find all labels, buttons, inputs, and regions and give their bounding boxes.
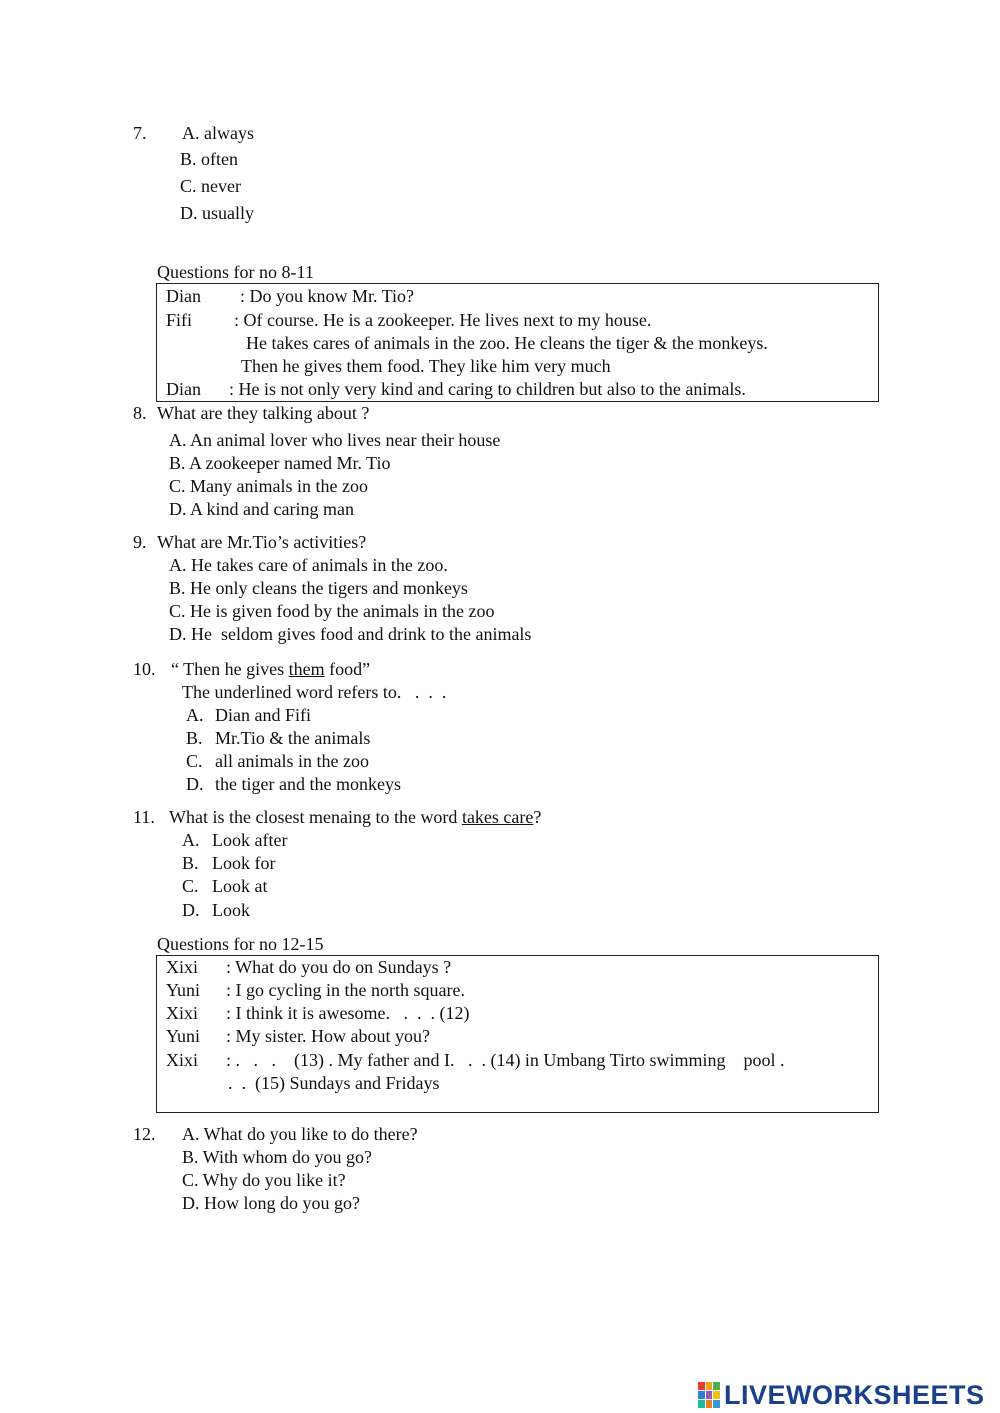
passage2-line-1: : What do you do on Sundays ? (226, 957, 452, 977)
q9-question: What are Mr.Tio’s activities? (157, 532, 367, 552)
passage2-speaker-3: Xixi (166, 1003, 199, 1023)
q10-number: 10. (133, 659, 156, 679)
q11-letter-c: C. (182, 876, 199, 896)
passage2-line-2: : I go cycling in the north square. (226, 980, 465, 1000)
q10-letter-a: A. (186, 705, 204, 725)
passage2-line-5: : . . . (13) . My father and I. . . (14) in Umbang Tirto swimming pool . (226, 1050, 785, 1070)
q11-option-b[interactable]: Look for (212, 853, 276, 873)
q11-option-d[interactable]: Look (212, 900, 250, 920)
passage1-speaker-5: Dian (166, 379, 201, 399)
logo-mark-icon (698, 1382, 720, 1408)
passage2-line-3: : I think it is awesome. . . . (12) (226, 1003, 470, 1023)
q12-number: 12. (133, 1124, 156, 1144)
logo-tile (706, 1382, 713, 1390)
logo-tile (698, 1382, 705, 1390)
q11-number: 11. (133, 807, 155, 827)
logo-tile (713, 1400, 720, 1408)
logo-text: LIVEWORKSHEETS (724, 1379, 985, 1410)
q10-letter-b: B. (186, 728, 203, 748)
q9-option-d[interactable]: D. He seldom gives food and drink to the animals (169, 624, 532, 644)
q10-quote-pre: “ Then he gives (171, 659, 289, 679)
q10-letter-c: C. (186, 751, 203, 771)
logo-tile (713, 1391, 720, 1399)
logo-tile (706, 1400, 713, 1408)
logo-tile (706, 1391, 713, 1399)
q10-option-d[interactable]: the tiger and the monkeys (215, 774, 401, 794)
q10-quote (171, 659, 370, 679)
passage1-heading: Questions for no 8-11 (157, 262, 314, 282)
passage1-line-1: : Do you know Mr. Tio? (240, 286, 415, 306)
passage1-speaker-2: Fifi (166, 310, 193, 330)
logo-tile (713, 1382, 720, 1390)
passage2-speaker-1: Xixi (166, 957, 199, 977)
passage2-speaker-5: Xixi (166, 1050, 199, 1070)
q11-option-c[interactable]: Look at (212, 876, 268, 896)
q10-option-c[interactable]: all animals in the zoo (215, 751, 369, 771)
q11-question (169, 807, 541, 827)
q12-option-d[interactable]: D. How long do you go? (182, 1193, 360, 1213)
q11-question-post: ? (533, 807, 542, 827)
passage1-line-3: He takes cares of animals in the zoo. He cleans the tiger & the monkeys. (246, 333, 768, 353)
q7-number: 7. (133, 123, 147, 143)
q8-option-a[interactable]: A. An animal lover who lives near their house (169, 430, 501, 450)
passage2-speaker-2: Yuni (166, 980, 201, 1000)
q7-option-d[interactable]: D. usually (180, 203, 254, 223)
q8-option-d[interactable]: D. A kind and caring man (169, 499, 354, 519)
q12-option-b[interactable]: B. With whom do you go? (182, 1147, 372, 1167)
q12-option-c[interactable]: C. Why do you like it? (182, 1170, 346, 1190)
passage2-heading: Questions for no 12-15 (157, 934, 324, 954)
q12-option-a[interactable]: A. What do you like to do there? (182, 1124, 418, 1144)
q11-letter-d: D. (182, 900, 200, 920)
q8-question: What are they talking about ? (157, 403, 370, 423)
passage2-line-4: : My sister. How about you? (226, 1026, 430, 1046)
q8-option-b[interactable]: B. A zookeeper named Mr. Tio (169, 453, 391, 473)
q11-question-pre: What is the closest menaing to the word (169, 807, 462, 827)
q10-option-b[interactable]: Mr.Tio & the animals (215, 728, 371, 748)
q11-option-a[interactable]: Look after (212, 830, 288, 850)
q9-option-b[interactable]: B. He only cleans the tigers and monkeys (169, 578, 468, 598)
logo-tile (698, 1391, 705, 1399)
passage2-line-6: . . (15) Sundays and Fridays (228, 1073, 440, 1093)
logo-tile (698, 1400, 705, 1408)
passage1-line-5: : He is not only very kind and caring to children but also to the animals. (229, 379, 746, 399)
q7-option-b[interactable]: B. often (180, 149, 238, 169)
q11-letter-a: A. (182, 830, 200, 850)
q8-number: 8. (133, 403, 147, 423)
q8-option-c[interactable]: C. Many animals in the zoo (169, 476, 368, 496)
passage1-line-4: Then he gives them food. They like him very much (241, 356, 611, 376)
q7-option-c[interactable]: C. never (180, 176, 241, 196)
q9-option-a[interactable]: A. He takes care of animals in the zoo. (169, 555, 448, 575)
q11-question-underlined: takes care (461, 807, 534, 827)
passage1-speaker-1: Dian (166, 286, 201, 306)
q10-question: The underlined word refers to. . . . (182, 682, 447, 702)
q9-option-c[interactable]: C. He is given food by the animals in the zoo (169, 601, 495, 621)
liveworksheets-logo[interactable] (698, 1378, 985, 1412)
q11-letter-b: B. (182, 853, 199, 873)
q10-letter-d: D. (186, 774, 204, 794)
passage2-speaker-4: Yuni (166, 1026, 201, 1046)
q10-quote-underlined: them (288, 659, 325, 679)
q7-option-a[interactable]: A. always (182, 123, 254, 143)
q10-quote-post: food” (324, 659, 371, 679)
q9-number: 9. (133, 532, 147, 552)
passage1-line-2: : Of course. He is a zookeeper. He lives next to my house. (234, 310, 652, 330)
q10-option-a[interactable]: Dian and Fifi (215, 705, 311, 725)
